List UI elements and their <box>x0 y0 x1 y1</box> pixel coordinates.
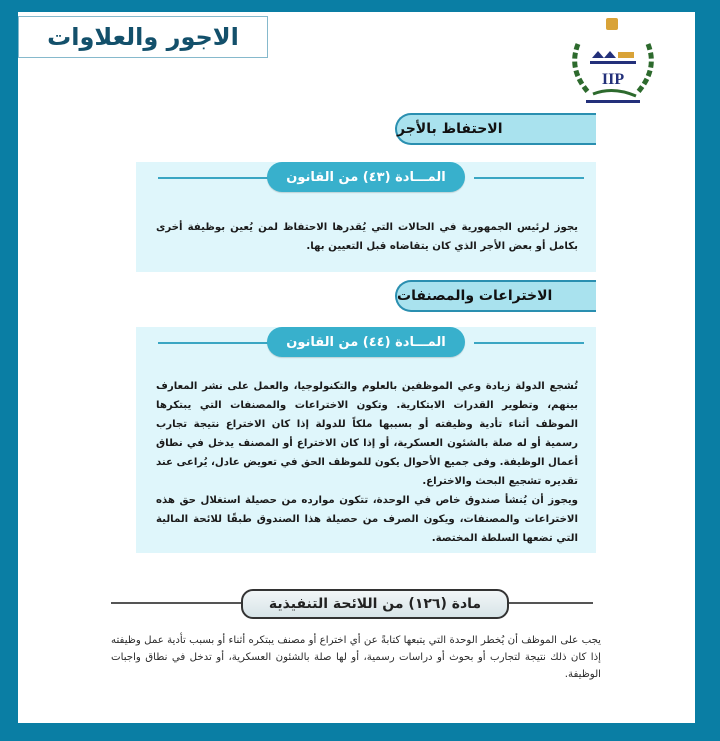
article-126-text: يجب على الموظف أن يُخطر الوحدة التي يتبعها كتابةً عن أي اختراع أو مصنف يبتكره أثناء أو بسبب تأدية عمل وظيفته إذا كان ذلك نتيجة لتجارب أو بحوث أو دراسات رسمية، أو لها صلة بالشئون العسكرية، أو تدخل في نطاق واجبات الوظيفة. <box>111 635 601 680</box>
article-label-text: المـــادة (٤٣) من القانون <box>286 169 446 185</box>
divider-line <box>111 602 243 604</box>
article-44-box <box>136 327 596 553</box>
section-heading-text: الاحتفاظ بالأجر <box>397 121 503 137</box>
laurel-logo-icon <box>558 14 668 110</box>
svg-text:IIP: IIP <box>601 71 625 88</box>
article-44-label <box>267 327 465 357</box>
article-label-text: مادة (١٢٦) من اللائحة التنفيذية <box>268 596 482 612</box>
section-heading-text: الاختراعات والمصنفات <box>397 288 553 304</box>
section-heading-inventions <box>395 280 596 312</box>
divider-line <box>158 177 268 179</box>
article-126-label <box>241 589 509 619</box>
divider-line <box>474 342 584 344</box>
iip-logo <box>558 14 668 110</box>
divider-line <box>474 177 584 179</box>
document-page <box>18 12 695 723</box>
divider-line <box>158 342 268 344</box>
divider-line <box>507 602 593 604</box>
page-title: الاجور والعلاوات <box>47 23 239 51</box>
section-heading-salary-retention <box>395 113 596 145</box>
article-43-box <box>136 162 596 272</box>
page-title-box <box>18 16 268 58</box>
eagle-emblem-icon <box>606 18 618 30</box>
article-43-label <box>267 162 465 192</box>
article-43-text: يجوز لرئيس الجمهورية في الحالات التي يُقدرها الاحتفاظ لمن يُعين بوظيفة أخرى بكامل أو بعض الأجر الذي كان يتقاضاه قبل التعيين بها. <box>156 222 578 252</box>
article-44-paragraph-2: ويجوز أن يُنشأ صندوق خاص في الوحدة، تتكون موارده من حصيلة استغلال حق هذه الاختراعات والمصنفات، ويكون الصرف من حصيلة هذا الصندوق طبقًا للائحة المالية التي تضعها السلطة المختصة. <box>156 495 578 544</box>
article-44-paragraph-1: تُشجع الدولة زيادة وعي الموظفين بالعلوم والتكنولوجيا، والعمل على نشر المعارف بينهم، وتطوير القدرات الابتكارية. وتكون الاختراعات والمصنفات التي يبتكرها الموظف أثناء تأدية وظيفته أو بسببها ملكاً للدولة إذا كان الاختراع نتيجة تجارب رسمية أو له صلة بالشئون العسكرية، أو إذا كان الاختراع أو المصنف يدخل في نطاق أعمال الوظيفة. وفى جميع الأحوال يكون للموظف الحق في تعويض عادل، يُراعى عند تقديره تشجيع البحث والاختراع. <box>156 381 578 487</box>
article-label-text: المـــادة (٤٤) من القانون <box>286 334 446 350</box>
article-44-text <box>156 377 578 548</box>
